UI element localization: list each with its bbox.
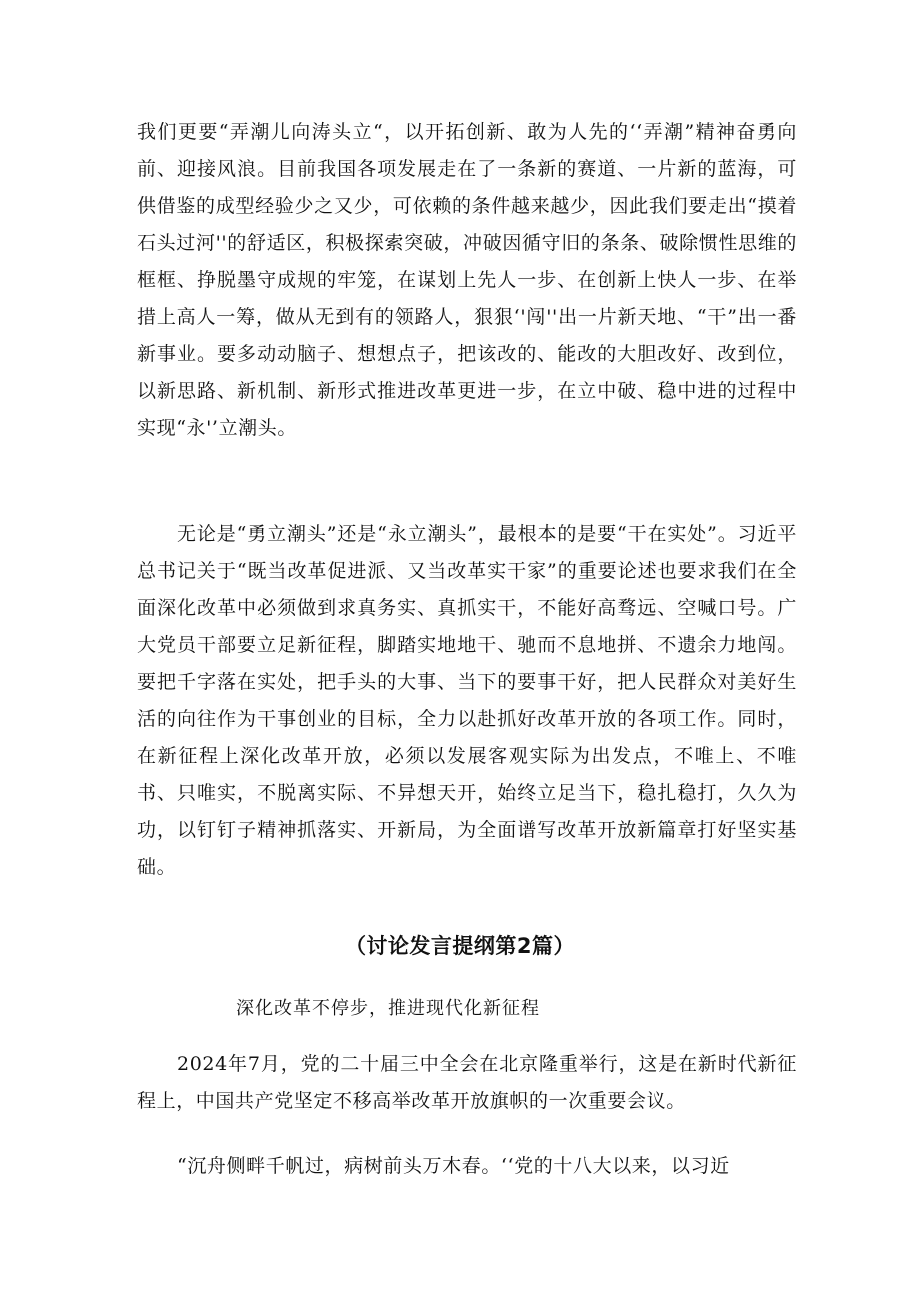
body-paragraph-1: 我们更要“弄潮儿向涛头立“，以开拓创新、敢为人先的‘‘弄潮”精神奋勇向前、迎接风浪。目前我国各项发展走在了一条新的赛道、一片新的蓝海，可供借鉴的成型经验少之又少，可依赖的条件越来越少，因此我们要走出“摸着石头过河''的舒适区，积极探索突破，冲破因循守旧的条条、破除惯性思维的框框、挣脱墨守成规的牢笼，在谋划上先人一步、在创新上快人一步、在举措上高人一筹，做从无到有的领路人，狠狠‘'闯''出一片新天地、“干”出一番新事业。要多动动脑子、想想点子，把该改的、能改的大胆改好、改到位，以新思路、新机制、新形式推进改革更进一步，在立中破、稳中进的过程中实现“永'’立潮头。 — [137, 121, 797, 439]
body-paragraph-4: “沉舟侧畔千帆过，病树前头万木春。‘‘党的十八大以来，以习近 — [177, 1155, 730, 1177]
section-heading: （讨论发言提纲第2篇） — [344, 934, 576, 958]
body-paragraph-2: 无论是“勇立潮头”还是“永立潮头”，最根本的是要“干在实处”。习近平总书记关于“既当改革促进派、又当改革实干家”的重要论述也要求我们在全面深化改革中必须做到求真务实、真抓实干，不能好高骛远、空喊口号。广大党员干部要立足新征程，脚踏实地地干、驰而不息地拼、不遗余力地闯。要把千字落在实处，把手头的大事、当下的要事干好，把人民群众对美好生活的向往作为干事创业的目标，全力以赴抓好改革开放的各项工作。同时，在新征程上深化改革开放，必须以发展客观实际为出发点，不唯上、不唯书、只唯实，不脱离实际、不异想天开，始终立足当下，稳扎稳打，久久为功，以钉钉子精神抓落实、开新局，为全面谱写改革开放新篇章打好坚实基础。 — [137, 523, 797, 878]
section-subtitle: 深化改革不停步，推进现代化新征程 — [236, 998, 540, 1019]
body-paragraph-3: 2024年7月，党的二十届三中全会在北京隆重举行，这是在新时代新征程上，中国共产党坚定不移高举改革开放旗帜的一次重要会议。 — [137, 1053, 797, 1112]
